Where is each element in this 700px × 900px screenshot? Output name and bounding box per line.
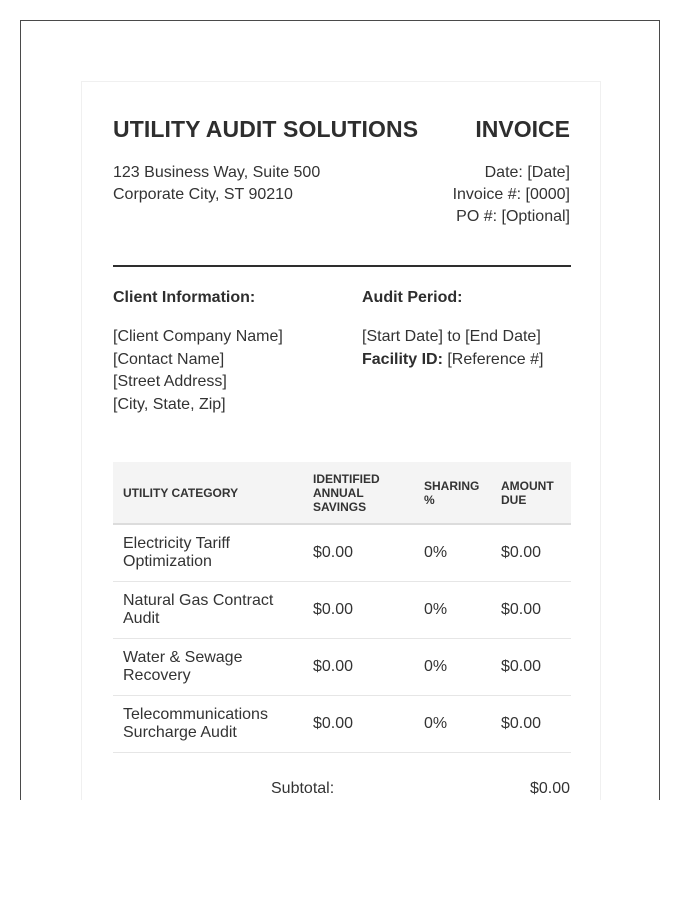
invoice-date: Date: [Date] [484,164,570,181]
audit-period-info [362,326,543,371]
facility-id-label: Facility ID: [362,350,443,368]
subtotal-label: Subtotal: [271,780,335,797]
company-address [113,162,320,206]
client-city-state-zip: [City, State, Zip] [113,395,226,413]
table-row [113,696,571,753]
table-row [113,582,571,639]
client-street-address: [Street Address] [113,373,227,390]
audit-date-range: [Start Date] to [End Date] [362,328,541,345]
invoice-number: Invoice #: [0000] [452,186,570,203]
address-line: Corporate City, ST 90210 [113,186,293,203]
subtotal-value: $0.00 [529,780,570,797]
cell-amount: $0.00 [491,639,571,696]
audit-period-heading: Audit Period: [362,289,463,306]
cell-category: Water & Sewage Recovery [113,639,303,696]
column-header-sharing: SHARING % [414,462,491,524]
line-items-table [113,462,571,753]
table-row [113,639,571,696]
client-info-heading: Client Information: [113,289,256,306]
company-name: UTILITY AUDIT SOLUTIONS [113,116,419,142]
page-frame [20,20,660,800]
invoice-document [81,81,601,800]
cell-sharing: 0% [414,696,491,753]
facility-id [362,349,543,372]
invoice-meta [453,162,570,228]
po-number: PO #: [Optional] [456,208,570,225]
address-line: 123 Business Way, Suite 500 [113,164,321,181]
cell-amount: $0.00 [491,524,571,582]
cell-sharing: 0% [414,524,491,582]
cell-amount: $0.00 [491,696,571,753]
cell-category: Natural Gas Contract Audit [113,582,303,639]
column-header-amount: AMOUNT DUE [491,462,571,524]
cell-savings: $0.00 [303,524,414,582]
table-row [113,524,571,582]
cell-savings: $0.00 [303,639,414,696]
cell-category: Telecommunications Surcharge Audit [113,696,303,753]
cell-category: Electricity Tariff Optimization [113,524,303,582]
column-header-savings: IDENTIFIED ANNUAL SAVINGS [303,462,414,524]
cell-savings: $0.00 [303,696,414,753]
document-title: INVOICE [475,116,570,142]
column-header-category: UTILITY CATEGORY [113,462,303,524]
client-company-name: [Client Company Name] [113,328,283,345]
header-divider [113,265,571,267]
client-info [113,326,283,416]
cell-savings: $0.00 [303,582,414,639]
client-contact-name: [Contact Name] [113,350,225,368]
cell-sharing: 0% [414,582,491,639]
facility-id-value: [Reference #] [447,350,544,368]
table-header-row [113,462,571,524]
cell-sharing: 0% [414,639,491,696]
cell-amount: $0.00 [491,582,571,639]
